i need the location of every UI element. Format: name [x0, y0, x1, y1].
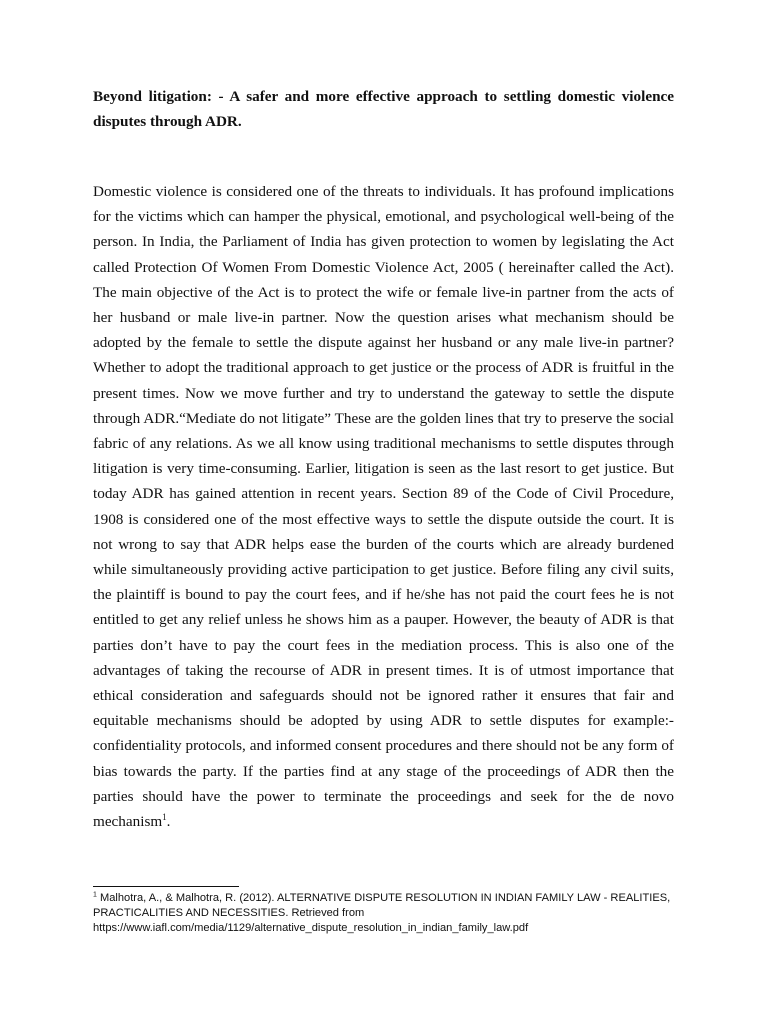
body-text-end: .	[166, 813, 171, 831]
body-paragraph	[93, 179, 674, 834]
footnote-text: Malhotra, A., & Malhotra, R. (2012). ALTERNATIVE DISPUTE RESOLUTION IN INDIAN FAMILY LAW - REALITIES, PRACTICALITIES AND NECESSITIES. Retrieved from https://www.iafl.com/media/1129/alternative_dispute_resolution_in_indian_family_law.pdf	[93, 892, 671, 934]
footnote-reference[interactable]: 1	[162, 812, 167, 823]
footnote-marker: 1	[93, 891, 97, 899]
footnote	[93, 891, 683, 936]
footnote-separator	[93, 886, 239, 887]
document-title: Beyond litigation: - A safer and more effective approach to settling domestic violence disputes through ADR.	[93, 88, 674, 130]
body-text: Domestic violence is considered one of the threats to individuals. It has profound implications for the victims which can hamper the physical, emotional, and psychological well-being of the person. In India, the Parliament of India has given protection to women by legislating the Act called Protection Of Women From Domestic Violence Act, 2005 ( hereinafter called the Act). The main objective of the Act is to protect the wife or female live-in partner from the acts of her husband or male live-in partner. Now the question arises what mechanism should be adopted by the female to settle the dispute against her husband or any male live-in partner? Whether to adopt the traditional approach to get justice or the process of ADR is fruitful in the present times. Now we move further and try to understand the gateway to settle the dispute through ADR.“Mediate do not litigate” These are the golden lines that try to preserve the social fabric of any relations. As we all know using traditional mechanisms to settle disputes through litigation is very time-consuming. Earlier, litigation is seen as the last resort to get justice. But today ADR has gained attention in recent years. Section 89 of the Code of Civil Procedure, 1908 is considered one of the most effective ways to settle the dispute outside the court. It is not wrong to say that ADR helps ease the burden of the courts which are already burdened while simultaneously providing active participation to get justice. Before filing any civil suits, the plaintiff is bound to pay the court fees, and if he/she has not paid the court fees he is not entitled to get any relief unless he shows him as a pauper. However, the beauty of ADR is that parties don’t have to pay the court fees in the mediation process. This is also one of the advantages of taking the recourse of ADR in present times. It is of utmost importance that ethical consideration and safeguards should not be ignored rather it ensures that fair and equitable mechanisms should be adopted by using ADR to settle disputes for example:- confidentiality protocols, and informed consent procedures and there should not be any form of bias towards the party. If the parties find at any stage of the proceedings of ADR then the parties should have the power to terminate the proceedings and seek for the de novo mechanism	[93, 183, 674, 831]
